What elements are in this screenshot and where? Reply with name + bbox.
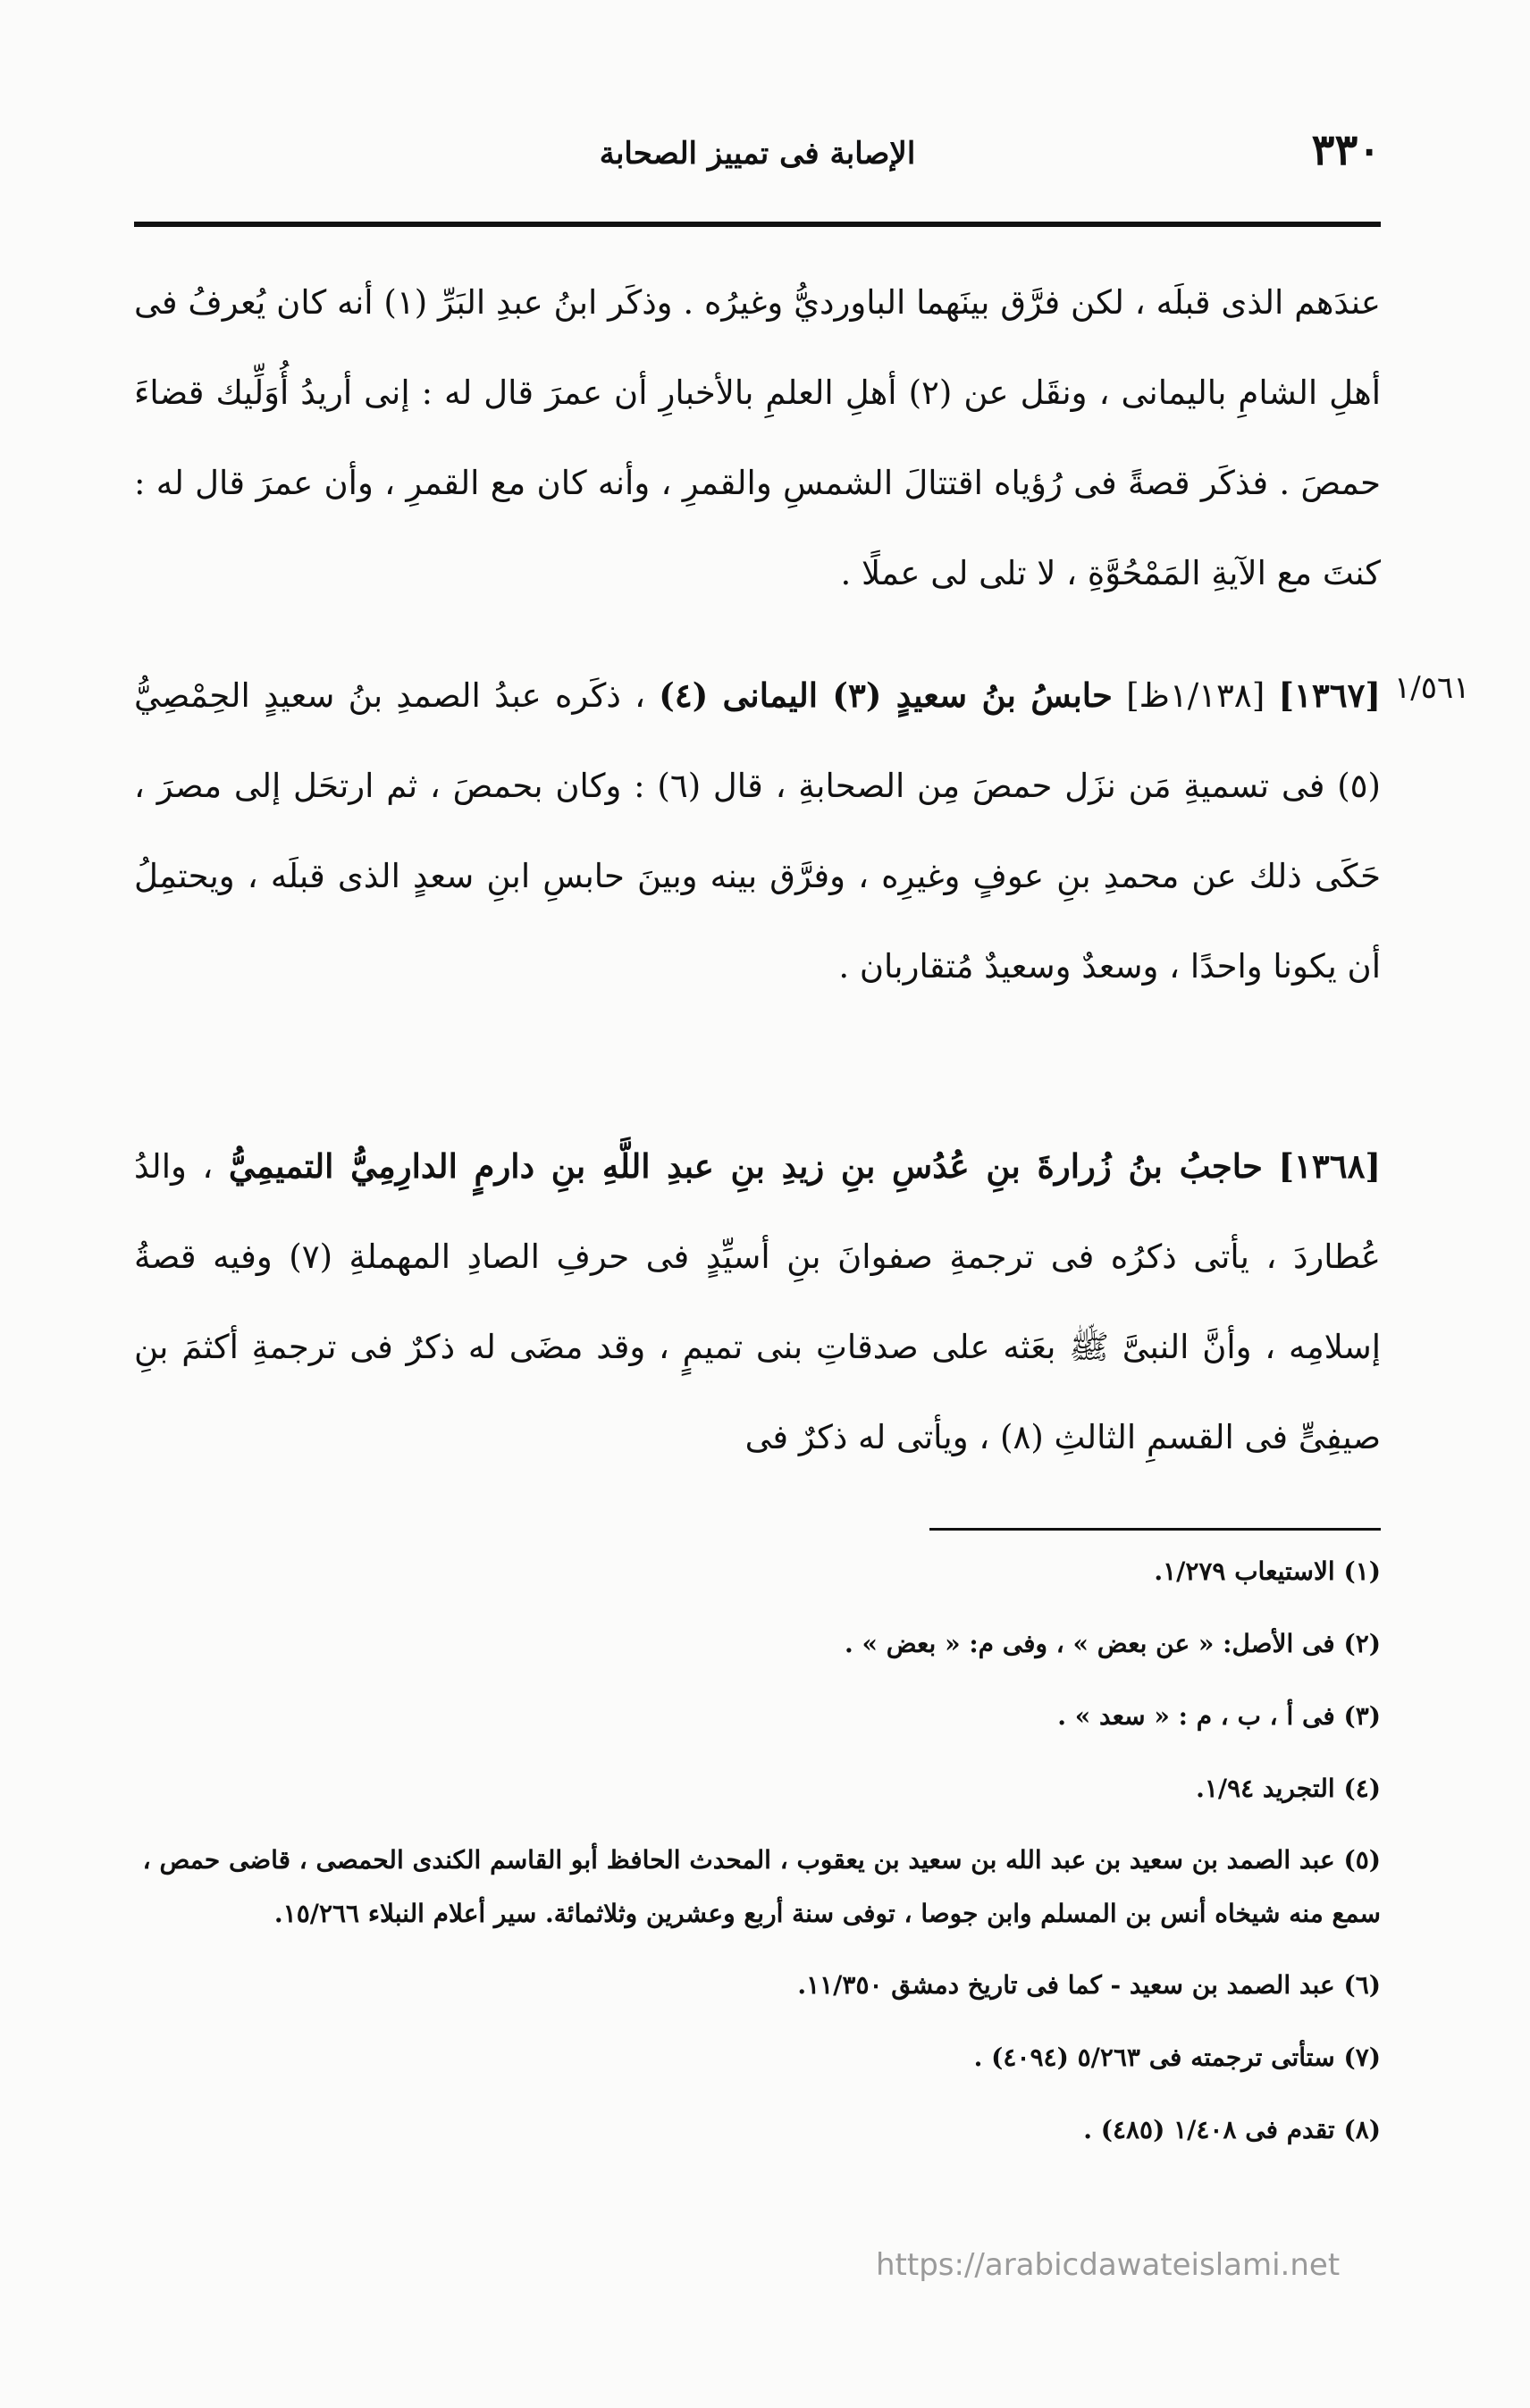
header-rule [134,222,1381,227]
page-number: ٣٣٠ [1311,125,1381,175]
footnote: (٣) فى أ ، ب ، م : « سعد » . [1057,1701,1381,1731]
footnote: (٥) عبد الصمد بن سعيد بن عبد الله بن سعيد بن يعقوب ، المحدث الحافظ أبو القاسم الكندى الحمصى ، قاضى حمص ، سمع منه شيخاه أنس بن المسلم وابن جوصا ، توفى سنة أربع وعشرين وثلاثمائة. سير أعلام النبلاء ١٥/٢٦٦. [142,1845,1381,1928]
paragraph-text: عندَهم الذى قبلَه ، لكن فرَّق بينَهما الباورديُّ وغيرُه . وذكَر ابنُ عبدِ البَرِّ (١) أنه كان يُعرفُ فى أهلِ الشامِ باليمانى ، ونقَل عن (٢) أهلِ العلمِ بالأخبارِ أن عمرَ قال له : إنى أريدُ أُوَلِّيك قضاءَ حمصَ . فذكَر قصةً فى رُؤياه اقتتالَ الشمسِ والقمرِ ، وأنه كان مع القمرِ ، وأن عمرَ قال له : كنتَ مع الآيةِ المَمْحُوَّةِ ، لا تلى لى عملًا . [134,283,1381,592]
footnote: (٧) ستأتى ترجمته فى ٥/٢٦٣ (٤٠٩٤) . [973,2043,1381,2072]
entry-text: ، والدُ عُطاردَ ، يأتى ذكرُه فى ترجمةِ صفوانَ بنِ أسيِّدٍ فى حرفِ الصادِ المهملةِ (٧) وفيه قصةُ إسلامِه ، وأنَّ النبىَّ ﷺ بعَثه على صدقاتِ بنى تميمٍ ، وقد مضَى له ذكرٌ فى ترجمةِ أكثمَ بنِ صيفِىٍّ فى القسمِ الثالثِ (٨) ، ويأتى له ذكرٌ فى [134,1147,1382,1456]
footnote: (٢) فى الأصل: « عن بعض » ، وفى م: « بعض » . [845,1629,1381,1658]
entry-text: ، ذكَره عبدُ الصمدِ بنُ سعيدٍ الحِمْصِيُّ (٥) فى تسميةِ مَن نزَل حمصَ مِن الصحابةِ ، قال (٦) : وكان بحمصَ ، ثم ارتحَل إلى مصرَ ، حَكَى ذلك عن محمدِ بنِ عوفٍ وغيرِه ، وفرَّق بينه وبينَ حابسِ ابنِ سعدٍ الذى قبلَه ، ويحتمِلُ أن يكونا واحدًا ، وسعدٌ وسعيدٌ مُتقاربان . [134,676,1381,986]
manuscript-reference: [١/١٣٨ظ] [1126,676,1265,715]
entry-number: [١٣٦٨] [1278,1146,1382,1186]
paragraph-continuation [134,257,1381,618]
footnote: (٤) التجريد ١/٩٤. [1196,1774,1381,1803]
entry-name: حاجبُ بنُ زُرارةَ بنِ عُدُسِ بنِ زيدِ بنِ عبدِ اللَّهِ بنِ دارمٍ الدارِمِيُّ التميمِيُّ [228,1146,1263,1186]
footnote-separator [929,1528,1381,1531]
footnote: (٨) تقدم فى ١/٤٠٨ (٤٨٥) . [1083,2115,1381,2144]
watermark-url: https://arabicdawateislami.net [876,2247,1341,2283]
margin-reference: ١/٥٦١ [1394,670,1470,706]
entry-1368 [134,1121,1381,1482]
page-header [134,125,1381,188]
entry-1367 [134,650,1381,1011]
footnote: (١) الاستيعاب ١/٢٧٩. [1154,1556,1381,1586]
entry-number: [١٣٦٧] [1278,675,1382,715]
footnotes [134,1544,1381,2175]
footnote: (٦) عبد الصمد بن سعيد - كما فى تاريخ دمشق ١١/٣٥٠. [797,1970,1381,2000]
entry-name: حابسُ بنُ سعيدٍ (٣) اليمانى (٤) [659,675,1113,715]
running-title: الإصابة فى تمييز الصحابة [599,136,916,172]
